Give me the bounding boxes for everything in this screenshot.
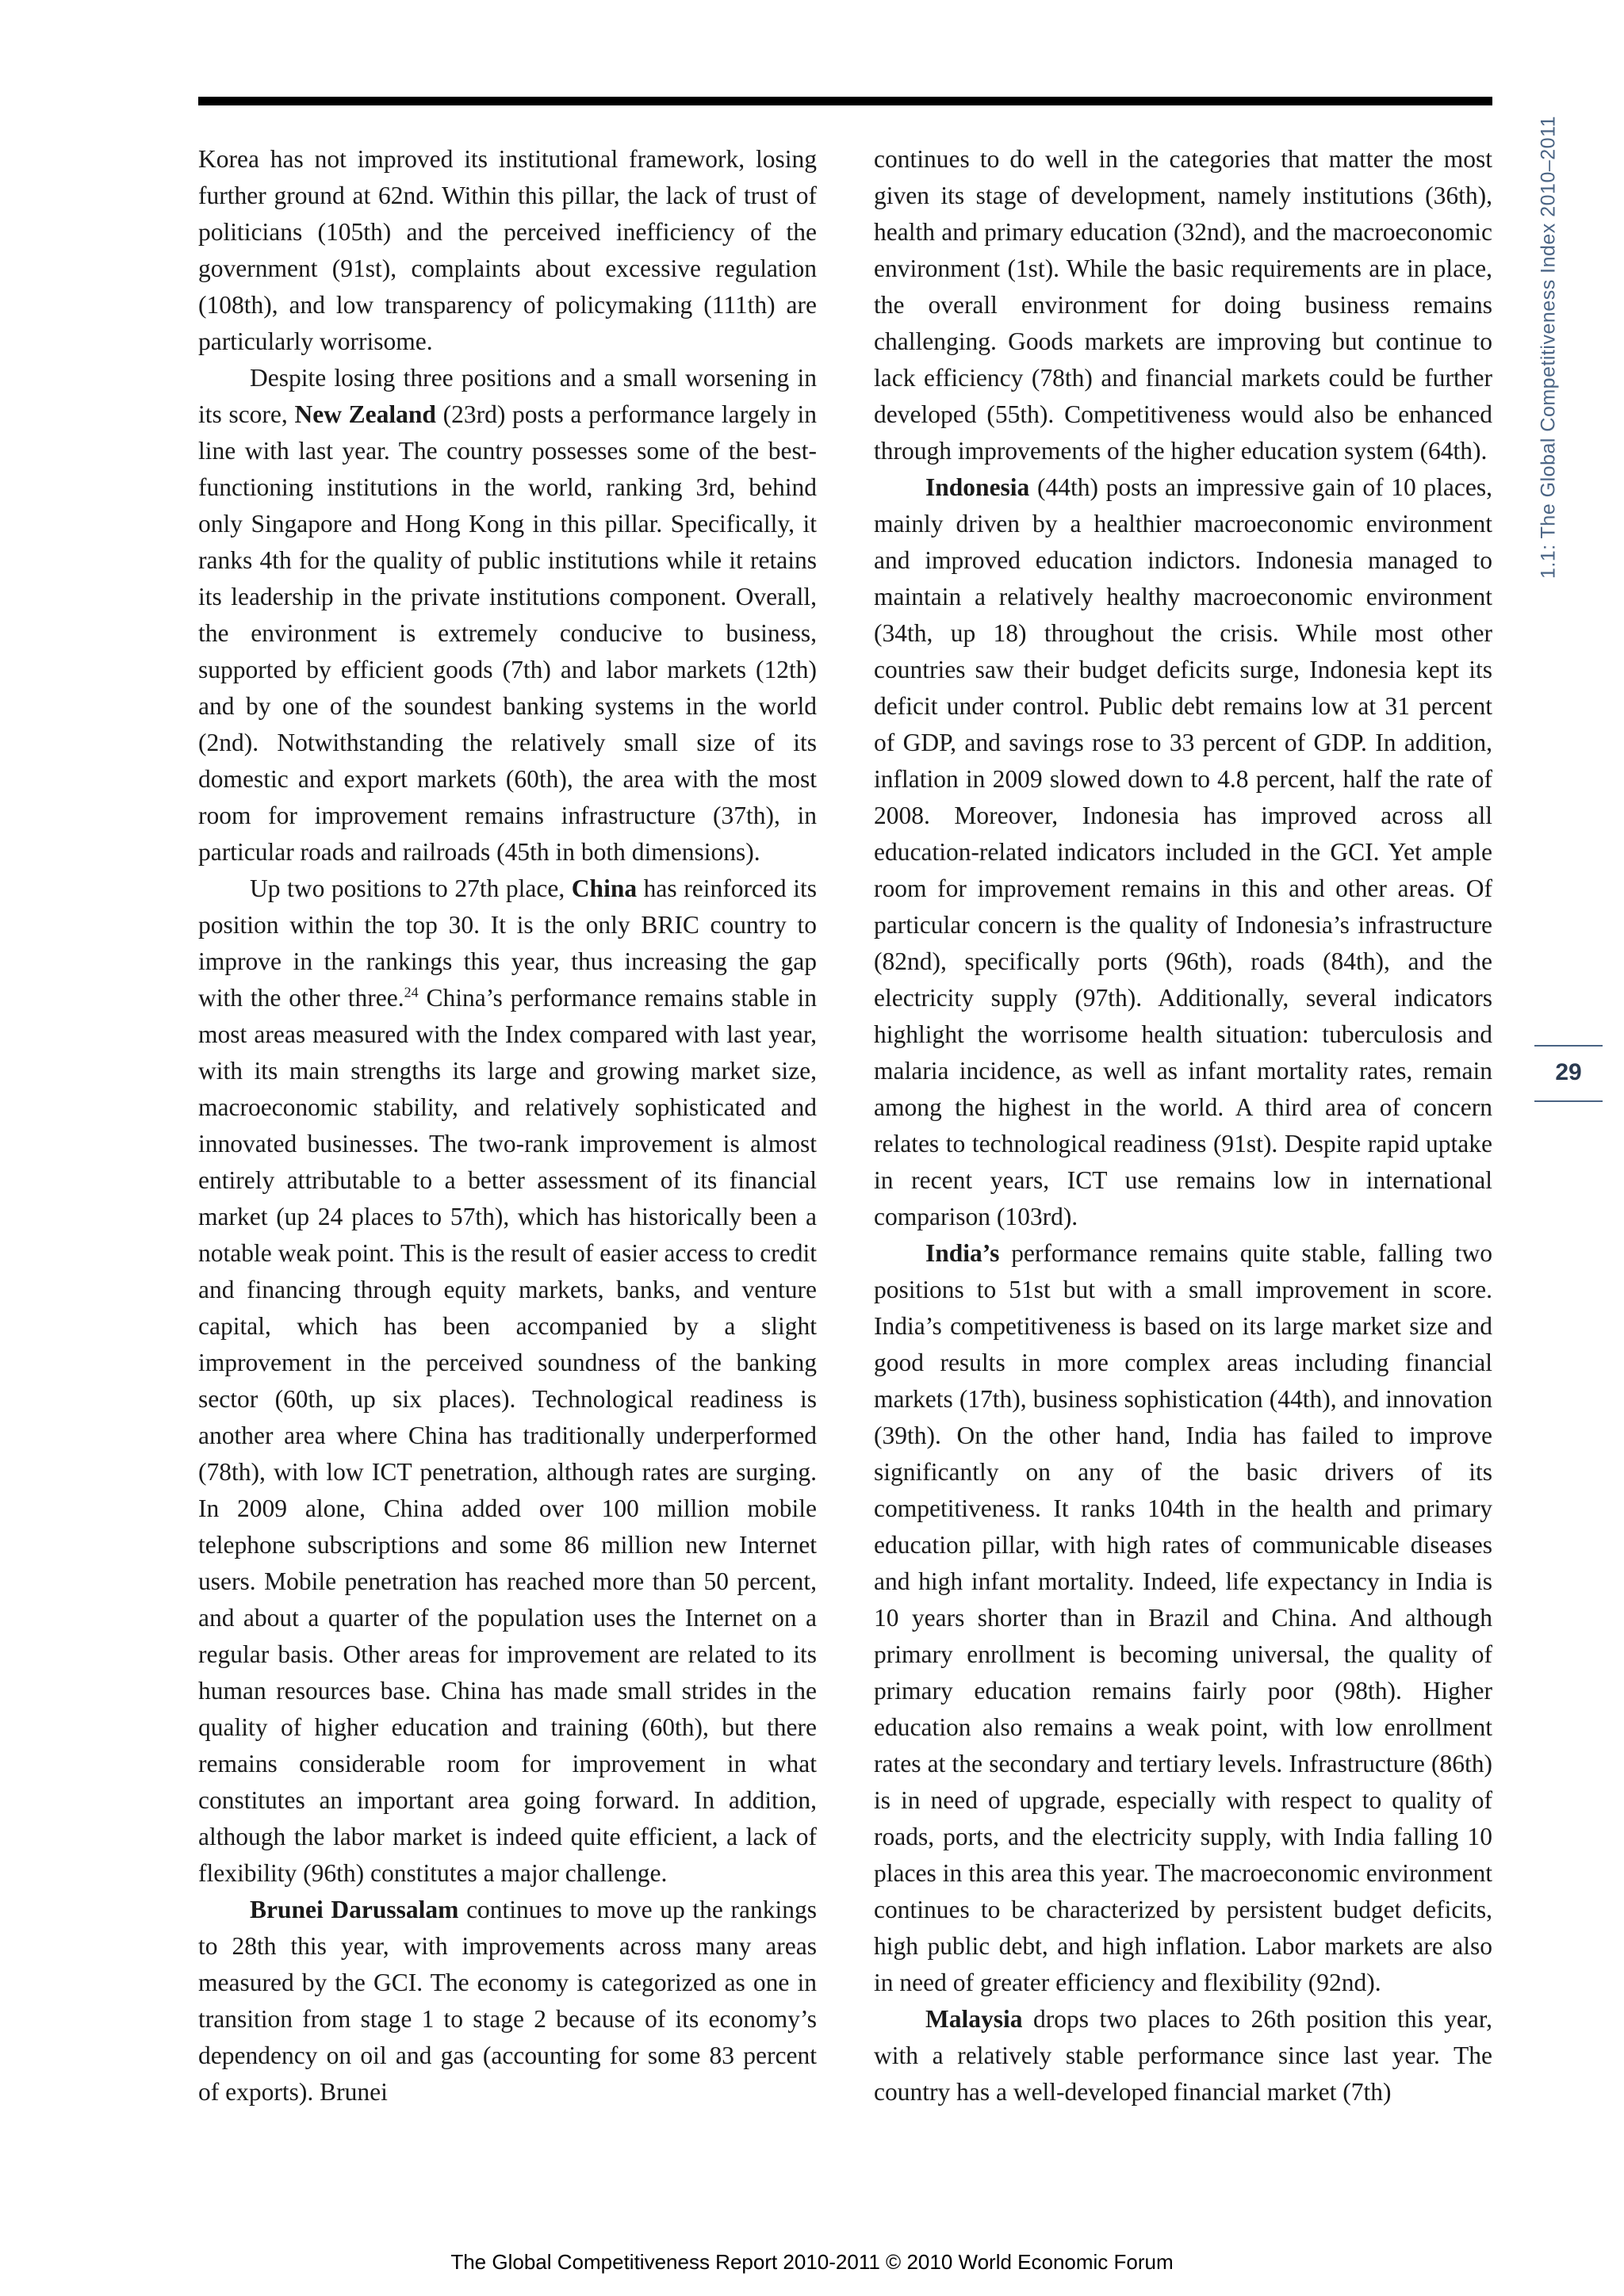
top-rule [198, 97, 1492, 105]
paragraph-china [198, 871, 817, 1892]
text-run: performance remains quite stable, falling two positions to 51st but with a small improvement in score. India’s competitiveness is based on its large market size and good results in more complex areas including financial markets (17th), business sophistication (44th), and innovation (39th). On the other hand, India has failed to improve significantly on any of the basic drivers of its competitiveness. It ranks 104th in the health and primary education pillar, with high rates of communicable diseases and high infant mortality. Indeed, life expectancy in India is 10 years shorter than in Brazil and China. And although primary enrollment is becoming universal, the quality of primary education remains fairly poor (98th). Higher education also remains a weak point, with low enrollment rates at the secondary and tertiary levels. Infrastructure (86th) is in need of upgrade, especially with respect to quality of roads, ports, and the electricity supply, with India falling 10 places in this area this year. The macroeconomic environment continues to be characterized by persistent budget deficits, high public debt, and high inflation. Labor markets are also in need of greater efficiency and flexibility (92nd). [874, 1239, 1492, 1996]
footer-copyright: The Global Competitiveness Report 2010-2011 © 2010 World Economic Forum [450, 2250, 1174, 2274]
right-column [874, 141, 1492, 2110]
text-run: drops two places to 26th position this year, with a relatively stable performance since last year. The country has a well-developed financial market (7th) [874, 2005, 1492, 2106]
country-name-india: India’s [925, 1239, 1000, 1267]
country-name-new-zealand: New Zealand [294, 400, 436, 428]
text-run: (23rd) posts a performance largely in line with last year. The country possesses some of the best-functioning institutions in the world, ranking 3rd, behind only Singapore and Hong Kong in this pillar. Specifically, it ranks 4th for the quality of public institutions while it retains its leadership in the private institutions component. Overall, the environment is extremely conducive to business, supported by efficient goods (7th) and labor markets (12th) and by one of the soundest banking systems in the world (2nd). Notwithstanding the relatively small size of its domestic and export markets (60th), the area with the most room for improvement remains infrastructure (37th), in particular roads and railroads (45th in both dimensions). [198, 400, 817, 866]
footnote-marker: 24 [404, 984, 419, 1001]
country-name-china: China [571, 874, 638, 902]
page-number-rule-bottom [1534, 1100, 1603, 1102]
running-section-title [1529, 94, 1568, 601]
country-name-indonesia: Indonesia [925, 473, 1030, 501]
section-title-text: 1.1: The Global Competitiveness Index 2010–2011 [1537, 115, 1560, 580]
country-name-brunei: Brunei Darussalam [250, 1896, 459, 1923]
paragraph-korea: Korea has not improved its institutional framework, losing further ground at 62nd. Within this pillar, the lack of trust of politicians (105th) and the perceived inefficiency of the government (91st), complaints about excessive regulation (108th), and low transparency of policymaking (111th) are particularly worrisome. [198, 145, 817, 355]
country-name-malaysia: Malaysia [925, 2005, 1023, 2033]
text-run: has reinforced its position within the top 30. It is the only BRIC country to improve in the rankings this year, thus increasing the gap with the other three. [198, 874, 817, 1012]
paragraph-new-zealand [198, 360, 817, 871]
text-run: Despite losing three positions and a small worsening in its score, [198, 364, 817, 428]
left-column [198, 141, 817, 2110]
paragraph-brunei [198, 1892, 817, 2110]
paragraph-indonesia [874, 469, 1492, 1235]
text-run: Up two positions to 27th place, [250, 874, 572, 902]
paragraph-brunei-continued: continues to do well in the categories that matter the most given its stage of development, namely institutions (36th), health and primary education (32nd), and the macroeconomic environment (1st). While the basic requirements are in place, the overall environment for doing business remains challenging. Goods markets are improving but continue to lack efficiency (78th) and financial markets could be further developed (55th). Competitiveness would also be enhanced through improvements of the higher education system (64th). [874, 145, 1492, 465]
paragraph-india [874, 1235, 1492, 2001]
paragraph-malaysia [874, 2001, 1492, 2110]
text-run: (44th) posts an impressive gain of 10 places, mainly driven by a healthier macroeconomic environment and improved education indictors. Indonesia managed to maintain a relatively healthy macroeconomic environment (34th, up 18) throughout the crisis. While most other countries saw their budget deficits surge, Indonesia kept its deficit under control. Public debt remains low at 31 percent of GDP, and savings rose to 33 percent of GDP. In addition, inflation in 2009 slowed down to 4.8 percent, half the rate of 2008. Moreover, Indonesia has improved across all education-related indicators included in the GCI. Yet ample room for improvement remains in this and other areas. Of particular concern is the quality of Indonesia’s infrastructure (82nd), specifically ports (96th), roads (84th), and the electricity supply (97th). Additionally, several indicators highlight the worrisome health situation: tuberculosis and malaria incidence, as well as infant mortality rates, remain among the highest in the world. A third area of concern relates to technological readiness (91st). Despite rapid uptake in recent years, ICT use remains low in international comparison (103rd). [874, 473, 1492, 1230]
page-number: 29 [1555, 1059, 1582, 1085]
page-number-rule-top [1534, 1045, 1603, 1047]
text-run: China’s performance remains stable in most areas measured with the Index compared with last year, with its main strengths its large and growing market size, macroeconomic stability, and relatively sophisticated and innovated businesses. The two-rank improvement is almost entirely attributable to a better assessment of its financial market (up 24 places to 57th), which has historically been a notable weak point. This is the result of easier access to credit and financing through equity markets, banks, and venture capital, which has been accompanied by a slight improvement in the perceived soundness of the banking sector (60th, up six places). Technological readiness is another area where China has traditionally underperformed (78th), with low ICT penetration, although rates are surging. In 2009 alone, China added over 100 million mobile telephone subscriptions and some 86 million new Internet users. Mobile penetration has reached more than 50 percent, and about a quarter of the population uses the Internet on a regular basis. Other areas for improvement are related to its human resources base. China has made small strides in the quality of higher education and training (60th), but there remains considerable room for improvement in what constitutes an important area going forward. In addition, although the labor market is indeed quite efficient, a lack of flexibility (96th) constitutes a major challenge. [198, 984, 817, 1887]
text-run: continues to move up the rankings to 28th this year, with improvements across many areas measured by the GCI. The economy is categorized as one in transition from stage 1 to stage 2 because of its economy’s dependency on oil and gas (accounting for some 83 percent of exports). Brunei [198, 1896, 817, 2106]
